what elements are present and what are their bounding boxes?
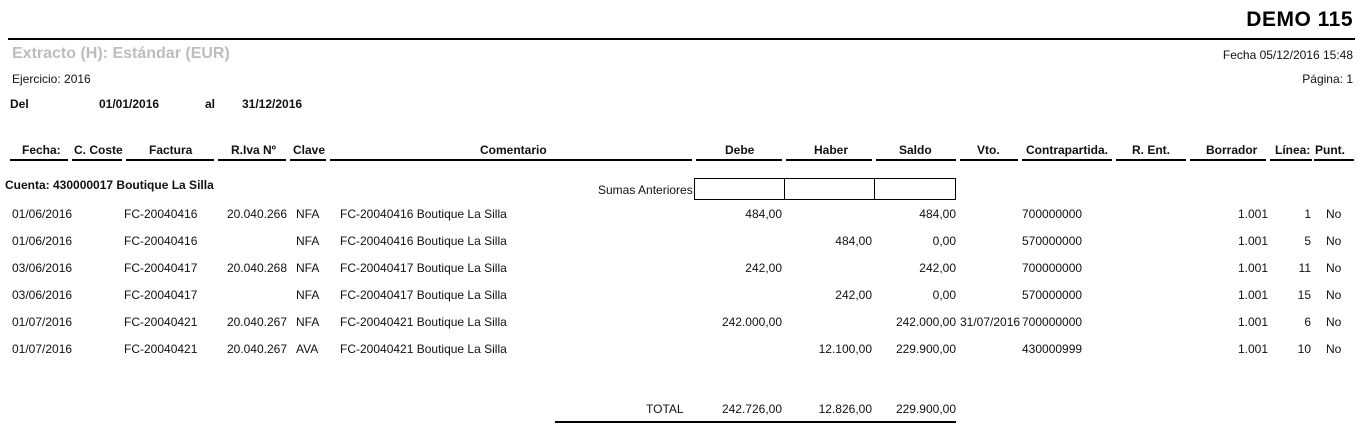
- col-debe: Debe: [725, 143, 755, 157]
- col-underline: [126, 159, 214, 161]
- cell-fecha: 01/07/2016: [12, 342, 73, 356]
- col-punt: Punt.: [1315, 143, 1345, 157]
- range-to-date: 31/12/2016: [242, 97, 303, 111]
- cell-saldo: 0,00: [932, 288, 956, 302]
- cell-riva: 20.040.266: [226, 207, 287, 221]
- cell-contrapartida: 570000000: [1022, 234, 1083, 248]
- col-clave: Clave: [293, 143, 326, 157]
- cell-comentario: FC-20040421 Boutique La Silla: [340, 315, 507, 329]
- cell-clave: NFA: [296, 261, 320, 275]
- col-rent: R. Ent.: [1132, 143, 1170, 157]
- cell-factura: FC-20040417: [124, 261, 198, 275]
- col-underline: [786, 159, 872, 161]
- range-from-label: Del: [10, 97, 29, 111]
- col-fecha: Fecha:: [22, 143, 61, 157]
- col-underline: [330, 159, 692, 161]
- cell-borrador: 1.001: [1237, 288, 1268, 302]
- cell-factura: FC-20040417: [124, 288, 198, 302]
- col-underline: [10, 159, 68, 161]
- col-riva: R.Iva Nº: [231, 143, 277, 157]
- cell-linea: 1: [1304, 207, 1311, 221]
- cell-clave: NFA: [296, 288, 320, 302]
- cell-riva: 20.040.268: [226, 261, 287, 275]
- cell-saldo: 242.000,00: [895, 315, 956, 329]
- col-linea: Línea:: [1275, 143, 1311, 157]
- col-contrapartida: Contrapartida.: [1026, 143, 1109, 157]
- cell-clave: NFA: [296, 207, 320, 221]
- range-to-label: al: [205, 97, 216, 111]
- cell-punt: No: [1326, 234, 1342, 248]
- col-underline: [696, 159, 782, 161]
- cell-punt: No: [1326, 207, 1342, 221]
- cell-clave: NFA: [296, 315, 320, 329]
- cell-borrador: 1.001: [1237, 261, 1268, 275]
- page-number: Página: 1: [1302, 72, 1353, 86]
- cell-borrador: 1.001: [1237, 342, 1268, 356]
- cell-debe: 242.000,00: [721, 315, 782, 329]
- cell-haber: 242,00: [835, 288, 872, 302]
- total-divider: [555, 421, 956, 423]
- cell-fecha: 01/07/2016: [12, 315, 73, 329]
- cell-fecha: 01/06/2016: [12, 234, 73, 248]
- cell-linea: 11: [1298, 261, 1311, 275]
- cell-factura: FC-20040421: [124, 342, 198, 356]
- cell-linea: 6: [1304, 315, 1311, 329]
- cell-debe: 484,00: [745, 207, 782, 221]
- cell-borrador: 1.001: [1237, 207, 1268, 221]
- total-label: TOTAL: [646, 402, 684, 416]
- cell-vto: 31/07/2016: [960, 315, 1021, 329]
- cell-borrador: 1.001: [1237, 315, 1268, 329]
- cell-punt: No: [1326, 261, 1342, 275]
- cell-comentario: FC-20040421 Boutique La Silla: [340, 342, 507, 356]
- col-saldo: Saldo: [899, 143, 932, 157]
- total-debe: 242.726,00: [721, 402, 782, 416]
- col-underline: [218, 159, 286, 161]
- cell-saldo: 229.900,00: [895, 342, 956, 356]
- cell-factura: FC-20040421: [124, 315, 198, 329]
- previous-sums-label: Sumas Anteriores:: [598, 183, 697, 197]
- cell-riva: 20.040.267: [226, 315, 287, 329]
- previous-sums-debe-box: [694, 178, 785, 200]
- cell-linea: 10: [1297, 342, 1311, 356]
- print-date: Fecha 05/12/2016 15:48: [1222, 48, 1353, 62]
- col-underline: [1314, 159, 1354, 161]
- cell-comentario: FC-20040417 Boutique La Silla: [340, 288, 507, 302]
- cell-saldo: 0,00: [932, 234, 956, 248]
- cell-clave: AVA: [296, 342, 319, 356]
- cell-factura: FC-20040416: [124, 207, 198, 221]
- cell-contrapartida: 700000000: [1022, 207, 1083, 221]
- col-underline: [1270, 159, 1312, 161]
- cell-fecha: 01/06/2016: [12, 207, 73, 221]
- cell-linea: 15: [1297, 288, 1311, 302]
- col-underline: [72, 159, 122, 161]
- cell-punt: No: [1326, 342, 1342, 356]
- col-underline: [876, 159, 956, 161]
- cell-clave: NFA: [296, 234, 320, 248]
- col-underline: [290, 159, 326, 161]
- cell-debe: 242,00: [745, 261, 782, 275]
- total-saldo: 229.900,00: [895, 402, 956, 416]
- previous-sums-haber-box: [784, 178, 875, 200]
- cell-linea: 5: [1304, 234, 1311, 248]
- report-title: Extracto (H): Estándar (EUR): [12, 45, 230, 62]
- cell-comentario: FC-20040416 Boutique La Silla: [340, 207, 507, 221]
- col-factura: Factura: [149, 143, 193, 157]
- cell-contrapartida: 700000000: [1022, 261, 1083, 275]
- cell-fecha: 03/06/2016: [12, 288, 73, 302]
- col-vto: Vto.: [977, 143, 1000, 157]
- cell-fecha: 03/06/2016: [12, 261, 73, 275]
- cell-contrapartida: 700000000: [1022, 315, 1083, 329]
- top-divider: [8, 38, 1355, 40]
- col-underline: [1022, 159, 1112, 161]
- account-title: Cuenta: 430000017 Boutique La Silla: [5, 178, 214, 192]
- col-haber: Haber: [814, 143, 849, 157]
- cell-haber: 484,00: [835, 234, 872, 248]
- col-comentario: Comentario: [480, 143, 547, 157]
- cell-riva: 20.040.267: [226, 342, 287, 356]
- col-borrador: Borrador: [1206, 143, 1258, 157]
- cell-punt: No: [1326, 288, 1342, 302]
- cell-contrapartida: 570000000: [1022, 288, 1083, 302]
- col-coste: C. Coste: [74, 143, 123, 157]
- cell-saldo: 484,00: [919, 207, 956, 221]
- cell-contrapartida: 430000999: [1022, 342, 1083, 356]
- company-name: DEMO 115: [1246, 8, 1353, 31]
- range-from-date: 01/01/2016: [99, 97, 160, 111]
- cell-punt: No: [1326, 315, 1342, 329]
- cell-haber: 12.100,00: [818, 342, 872, 356]
- cell-borrador: 1.001: [1237, 234, 1268, 248]
- previous-sums-saldo-box: [874, 178, 956, 200]
- total-haber: 12.826,00: [818, 402, 872, 416]
- cell-comentario: FC-20040417 Boutique La Silla: [340, 261, 507, 275]
- col-underline: [1116, 159, 1186, 161]
- col-underline: [1190, 159, 1266, 161]
- cell-factura: FC-20040416: [124, 234, 198, 248]
- cell-comentario: FC-20040416 Boutique La Silla: [340, 234, 507, 248]
- fiscal-year: Ejercicio: 2016: [12, 72, 91, 86]
- cell-saldo: 242,00: [919, 261, 956, 275]
- col-underline: [960, 159, 1018, 161]
